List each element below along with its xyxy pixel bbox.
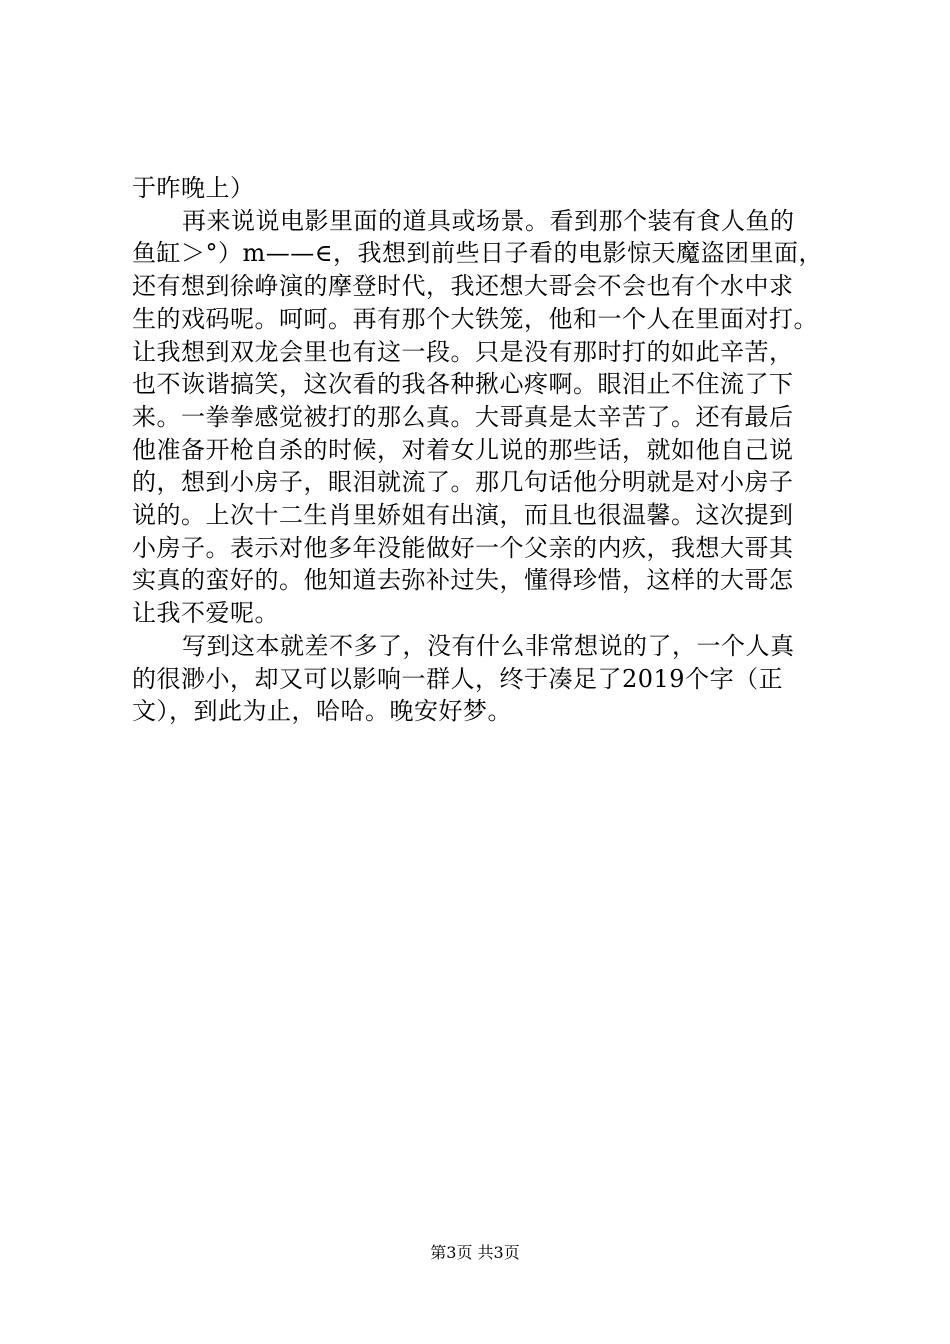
text-line-17: 文），到此为止，哈哈。晚安好梦。	[132, 697, 512, 726]
text-line-5: 生的戏码呢。呵呵。再有那个大铁笼，他和一个人在里面对打。	[132, 304, 818, 333]
page-number-footer: 第3页 共3页	[430, 1243, 520, 1262]
document-body	[132, 172, 832, 728]
text-line-8: 来。一拳拳感觉被打的那么真。大哥真是太辛苦了。还有最后	[132, 402, 794, 431]
text-line-4: 还有想到徐峥演的摩登时代，我还想大哥会不会也有个水中求	[132, 272, 794, 301]
text-line-6: 让我想到双龙会里也有这一段。只是没有那时打的如此辛苦，	[132, 337, 794, 366]
text-line-14: 让我不爱呢。	[132, 599, 279, 628]
text-line-9: 他准备开枪自杀的时候，对着女儿说的那些话，就如他自己说	[132, 435, 794, 464]
text-line-7: 也不诙谐搞笑，这次看的我各种揪心疼啊。眼泪止不住流了下	[132, 370, 794, 399]
text-line-3: 鱼缸＞°）m——∈，我想到前些日子看的电影惊天魔盗团里面，	[132, 239, 824, 268]
text-line-11: 说的。上次十二生肖里娇姐有出演，而且也很温馨。这次提到	[132, 501, 794, 530]
text-line-16: 的很渺小，却又可以影响一群人，终于凑足了2019个字（正	[132, 664, 784, 693]
paragraph-start-line: 再来说说电影里面的道具或场景。看到那个装有食人鱼的	[182, 206, 795, 235]
text-line-12: 小房子。表示对他多年没能做好一个父亲的内疚，我想大哥其	[132, 533, 794, 562]
text-line-13: 实真的蛮好的。他知道去弥补过失，懂得珍惜，这样的大哥怎	[132, 566, 794, 595]
paragraph-start-line: 写到这本就差不多了，没有什么非常想说的了，一个人真	[182, 631, 795, 660]
text-line-1: 于昨晚上）	[132, 174, 255, 202]
text-line-10: 的，想到小房子，眼泪就流了。那几句话他分明就是对小房子	[132, 468, 794, 497]
